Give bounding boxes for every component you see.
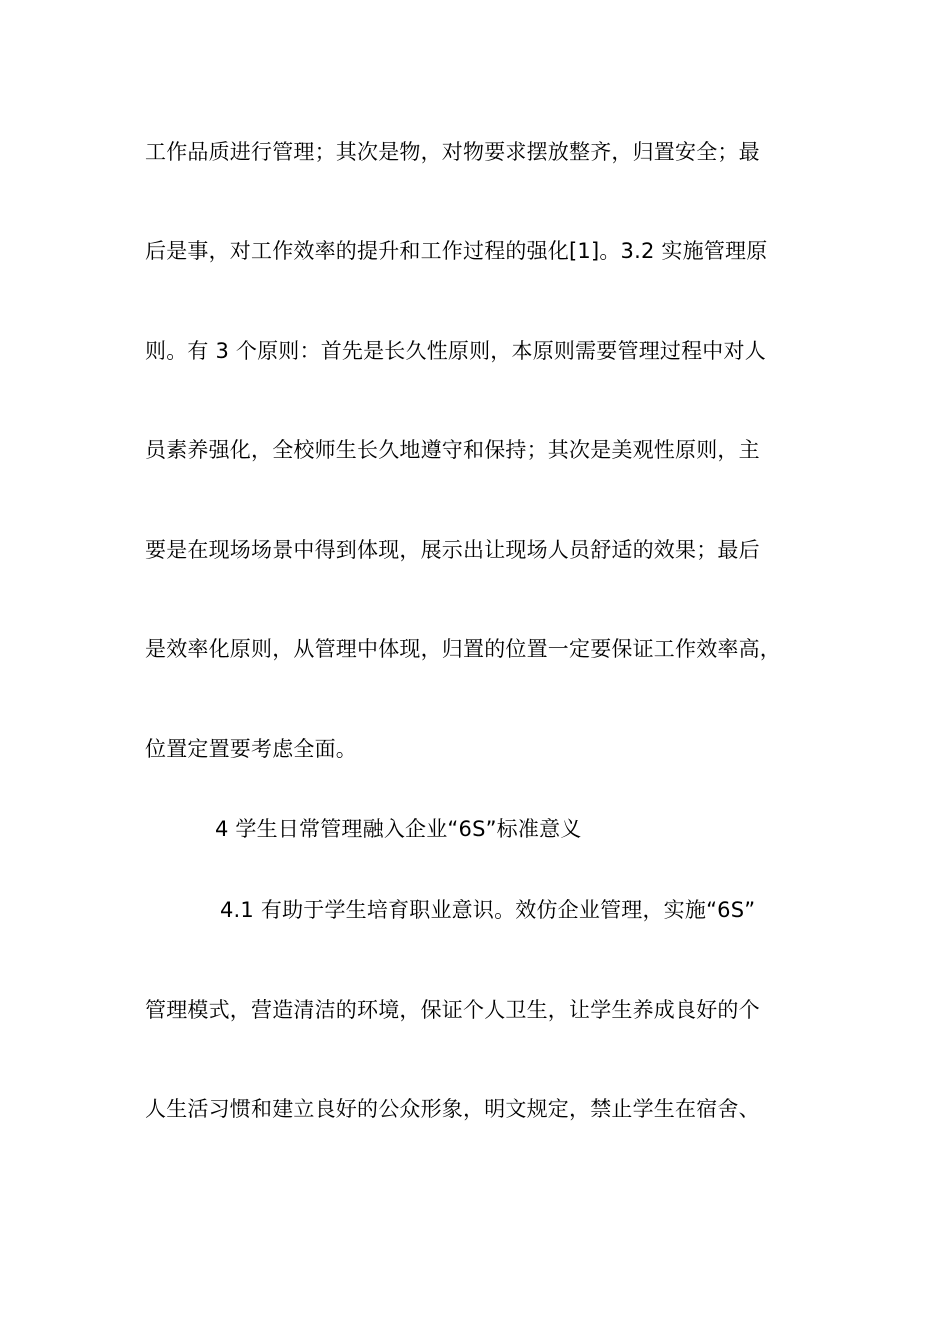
text-line: 人生活习惯和建立良好的公众形象，明文规定，禁止学生在宿舍、 [145,1097,760,1121]
text-line: 工作品质进行管理；其次是物，对物要求摆放整齐，归置安全；最 [145,140,760,164]
section-heading: 4 学生日常管理融入企业“6S”标准意义 [215,817,582,841]
text-line: 位置定置要考虑全面。 [145,737,357,761]
text-line: 要是在现场场景中得到体现，展示出让现场人员舒适的效果；最后 [145,538,760,562]
text-line: 是效率化原则，从管理中体现，归置的位置一定要保证工作效率高， [145,637,781,661]
text-line: 管理模式，营造清洁的环境，保证个人卫生，让学生养成良好的个 [145,998,760,1022]
text-line: 员素养强化，全校师生长久地遵守和保持；其次是美观性原则，主 [145,438,760,462]
text-line: 则。有 3 个原则：首先是长久性原则，本原则需要管理过程中对人 [145,339,766,363]
text-line: 后是事，对工作效率的提升和工作过程的强化[1]。3.2 实施管理原 [145,239,768,263]
text-line: 4.1 有助于学生培育职业意识。效仿企业管理，实施“6S” [220,898,756,922]
